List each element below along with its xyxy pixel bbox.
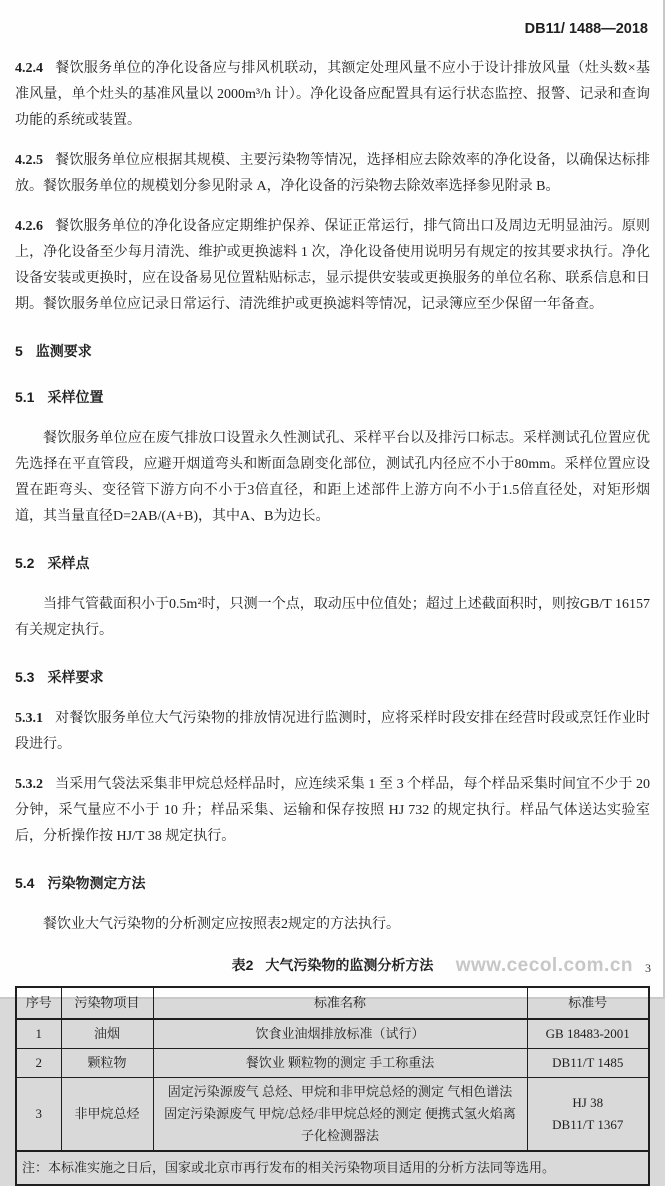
heading-number: 5.2: [15, 555, 35, 571]
cell-standard-no: GB 18483-2001: [527, 1019, 649, 1049]
column-header-pollutant: 污染物项目: [61, 987, 153, 1019]
cell-standard-no: [527, 1078, 649, 1152]
cell-standard-name: 餐饮业 颗粒物的测定 手工称重法: [153, 1049, 527, 1078]
table-row: [16, 1049, 649, 1078]
cell-pollutant: 油烟: [61, 1019, 153, 1049]
table-title-text: 大气污染物的监测分析方法: [265, 957, 434, 973]
clause-text: 餐饮服务单位的净化设备应定期维护保养、保证正常运行，排气筒出口及周边无明显油污。原则上，净化设备至少每月清洗、维护或更换滤料 1 次，净化设备使用说明另有规定的按其要求执行。净化设备安装或更换时，应在设备易见位置粘贴标志，显示提供安装或更换服务的单位名称、联系信息和日期。餐饮服务单位应记录日常运行、清洗维护或更换滤料等情况，记录簿应至少保留一年备查。: [15, 219, 650, 312]
cell-no: 1: [16, 1019, 61, 1049]
cell-no: 2: [16, 1049, 61, 1078]
cell-pollutant: 颗粒物: [61, 1049, 153, 1078]
table-note: 注：本标准实施之日后，国家或北京市再行发布的相关污染物项目适用的分析方法同等选用。: [16, 1151, 649, 1185]
clause-number: 5.3.1: [15, 711, 43, 726]
section-heading-5-1: [15, 384, 650, 410]
clause-text: 当采用气袋法采集非甲烷总烃样品时，应连续采集 1 至 3 个样品，每个样品采集时间宜不少于 20 分钟，采气量应不小于 10 升；样品采集、运输和保存按照 HJ 732 的规定执行。样品气体送达实验室后，分析操作按 HJ/T 38 规定执行。: [15, 777, 650, 844]
clause-text: 餐饮服务单位的净化设备应与排风机联动，其额定处理风量不应小于设计排放风量（灶头数×基准风量，单个灶头的基准风量以 2000m³/h 计）。净化设备应配置具有运行状态监控、报警、记录和查询功能的系统或装置。: [15, 61, 650, 128]
clause-5-3-1: [15, 706, 650, 758]
clause-number: 5.3.2: [15, 777, 43, 792]
clause-number: 4.2.6: [15, 219, 43, 234]
analysis-methods-table: [15, 986, 650, 1186]
clause-5-3-2: [15, 772, 650, 850]
clause-text: 餐饮服务单位应根据其规模、主要污染物等情况，选择相应去除效率的净化设备，以确保达标排放。餐饮服务单位的规模划分参见附录 A，净化设备的污染物去除效率选择参见附录 B。: [15, 153, 650, 194]
clause-4-2-4: [15, 56, 650, 134]
watermark-text: www.cecol.com.cn: [455, 955, 633, 976]
standard-name-line: 固定污染源废气 甲烷/总烃/非甲烷总烃的测定 便携式氢火焰离子化检测器法: [164, 1106, 516, 1143]
heading-title: 采样点: [47, 555, 90, 571]
heading-number: 5.3: [15, 669, 35, 685]
paragraph-method-intro: 餐饮业大气污染物的分析测定应按照表2规定的方法执行。: [43, 917, 400, 932]
heading-number: 5: [15, 343, 23, 359]
standard-name-line: 固定污染源废气 总烃、甲烷和非甲烷总烃的测定 气相色谱法: [167, 1084, 513, 1099]
heading-title: 污染物测定方法: [47, 875, 146, 891]
standard-no-line: DB11/T 1367: [552, 1117, 624, 1132]
page-number: 3: [645, 961, 651, 975]
heading-title: 采样位置: [47, 389, 104, 405]
section-heading-5: [15, 338, 650, 364]
heading-number: 5.1: [15, 389, 35, 405]
heading-title: 监测要求: [35, 343, 92, 359]
column-header-standard-no: 标准号: [527, 987, 649, 1019]
cell-standard-name: [153, 1078, 527, 1152]
document-code: DB11/ 1488—2018: [524, 21, 648, 37]
section-heading-5-4: [15, 870, 650, 896]
table-row: [16, 1078, 649, 1152]
paragraph-sampling-point: 当排气管截面积小于0.5m²时，只测一个点，取动压中位值处；超过上述截面积时，则按GB/T 16157有关规定执行。: [15, 597, 650, 638]
cell-standard-no: DB11/T 1485: [527, 1049, 649, 1078]
section-heading-5-3: [15, 664, 650, 690]
cell-pollutant: 非甲烷总烃: [61, 1078, 153, 1152]
clause-text: 对餐饮服务单位大气污染物的排放情况进行监测时，应将采样时段安排在经营时段或烹饪作业时段进行。: [15, 711, 650, 752]
section-heading-5-2: [15, 550, 650, 576]
table-label: 表2: [231, 957, 254, 973]
cell-no: 3: [16, 1078, 61, 1152]
heading-number: 5.4: [15, 875, 35, 891]
heading-title: 采样要求: [47, 669, 104, 685]
column-header-no: 序号: [16, 987, 61, 1019]
clause-number: 4.2.4: [15, 61, 43, 76]
clause-4-2-5: [15, 148, 650, 200]
table-header-row: [16, 987, 649, 1019]
clause-4-2-6: [15, 214, 650, 318]
cell-standard-name: 饮食业油烟排放标准（试行）: [153, 1019, 527, 1049]
table-note-row: [16, 1151, 649, 1185]
column-header-standard-name: 标准名称: [153, 987, 527, 1019]
standard-no-line: HJ 38: [572, 1095, 604, 1110]
paragraph-sampling-position: 餐饮服务单位应在废气排放口设置永久性测试孔、采样平台以及排污口标志。采样测试孔位置应优先选择在平直管段，应避开烟道弯头和断面急剧变化部位，测试孔内径应不小于80mm。采样位置应设置在距弯头、变径管下游方向不小于3倍直径，和距上述部件上游方向不小于1.5倍直径处，对矩形烟道，其当量直径D=2AB/(A+B)，其中A、B为边长。: [15, 431, 650, 524]
clause-number: 4.2.5: [15, 153, 43, 168]
table-row: [16, 1019, 649, 1049]
